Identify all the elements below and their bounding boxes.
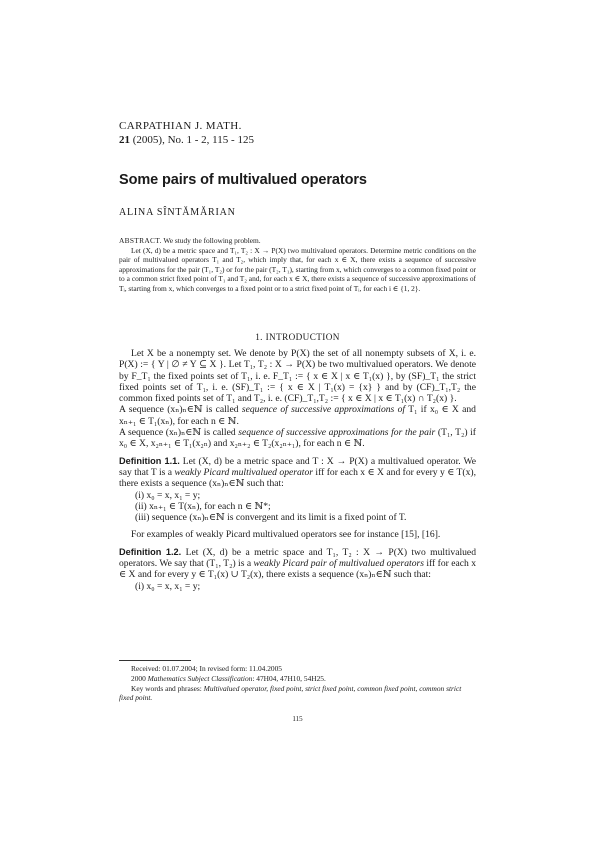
abstract-text: Let (X, d) be a metric space and T₁, T₂ : X → P(X) two multivalued operators. Determine metric conditions on the pair of multivalued operators T₁ and T₂, which imply that, for each x ∈ X, there exists a sequence of successive approximations for the pair (T₁, T₂) or for the pair (T₂, T₁), starting from x, which converges to a common fixed point or to a common strict fixed point of T₁ and T₂ and, for each x ∈ X, there exists a sequence of successive approximations of Tᵢ, starting from x, which converges to a fixed point or to a strict fixed point of Tᵢ, for each i ∈ {1, 2}. <box>119 245 476 293</box>
section-heading: 1. INTRODUCTION <box>255 332 340 342</box>
definition-item: (i) x₀ = x, x₁ = y; <box>135 580 201 592</box>
footnote-rule <box>119 660 191 661</box>
paragraph-1: Let X be a nonempty set. We denote by P(X) the set of all nonempty subsets of X, i. e. P(X) := { Y | ∅ ≠ Y ⊆ X }. Let T₁, T₂ : X → P(X) be two multivalued operators. We denote by F_T₁ the fixed points set of T₁, i. e. F_T₁ := { x ∈ X | x ∈ T₁(x) }, by (SF)_T₁ the strict fixed points set of T₁, i. e. (SF)_T₁ := { x ∈ X | T₁(x) = {x} } and by (CF)_T₁,T₂ the common fixed points set of T₁ and T₂, i. e. (CF)_T₁,T₂ := { x ∈ X | x ∈ T₁(x) ∩ T₂(x) }. <box>119 348 476 405</box>
definition-label: Definition 1.2. <box>119 546 182 557</box>
paragraph-2: A sequence (xₙ)ₙ∈ℕ is called sequence of successive approximations of T₁ if x₀ ∈ X and xₙ₊₁ ∈ T₁(xₙ), for each n ∈ ℕ. <box>119 404 476 427</box>
definition-label: Definition 1.1. <box>119 455 180 466</box>
page-number: 115 <box>292 715 303 723</box>
journal-name: CARPATHIAN J. MATH. <box>119 120 242 132</box>
volume-number: 21 <box>119 134 130 146</box>
paragraph-3: A sequence (xₙ)ₙ∈ℕ is called sequence of successive approximations for the pair (T₁, T₂) if x₀ ∈ X, x₂ₙ₊₁ ∈ T₁(x₂ₙ) and x₂ₙ₊₂ ∈ T₂(x₂ₙ₊₁), for each n ∈ ℕ. <box>119 427 476 450</box>
keywords: Key words and phrases: Multivalued operator, fixed point, strict fixed point, common fixed point, common strict fixed point. <box>119 683 462 703</box>
msc-classification: 2000 Mathematics Subject Classification: 47H04, 47H10, 54H25. <box>131 673 326 683</box>
abstract-label: ABSTRACT. <box>119 236 162 245</box>
footnotes <box>119 664 476 703</box>
abstract <box>119 236 476 294</box>
definition-1-1: Definition 1.1. Let (X, d) be a metric space and T : X → P(X) a multivalued operator. We say that T is a weakly Picard multivalued operator iff for each x ∈ X and for every y ∈ T(x), there exists a sequence (xₙ)ₙ∈ℕ such that: <box>119 455 476 490</box>
paper-title: Some pairs of multivalued operators <box>119 172 367 188</box>
abstract-first-line: ABSTRACT. We study the following problem. <box>119 236 261 245</box>
definition-item: (ii) xₙ₊₁ ∈ T(xₙ), for each n ∈ ℕ*; <box>135 500 271 512</box>
definition-item: (i) x₀ = x, x₁ = y; <box>135 489 201 501</box>
received-date: Received: 01.07.2004; In revised form: 11.04.2005 <box>131 664 282 673</box>
definition-1-2: Definition 1.2. Let (X, d) be a metric space and T₁, T₂ : X → P(X) two multivalued operators. We say that (T₁, T₂) is a weakly Picard pair of multivalued operators iff for each x ∈ X and for every y ∈ T₁(x) ∪ T₂(x), there exists a sequence (xₙ)ₙ∈ℕ such that: <box>119 546 476 581</box>
body-text <box>119 348 476 592</box>
volume-info <box>119 134 476 147</box>
author-name: ALINA SÎNTĂMĂRIAN <box>119 207 236 218</box>
definition-item: (iii) sequence (xₙ)ₙ∈ℕ is convergent and its limit is a fixed point of T. <box>135 512 407 524</box>
paragraph-4: For examples of weakly Picard multivalued operators see for instance [15], [16]. <box>131 529 441 541</box>
volume-details: (2005), No. 1 - 2, 115 - 125 <box>130 134 254 146</box>
